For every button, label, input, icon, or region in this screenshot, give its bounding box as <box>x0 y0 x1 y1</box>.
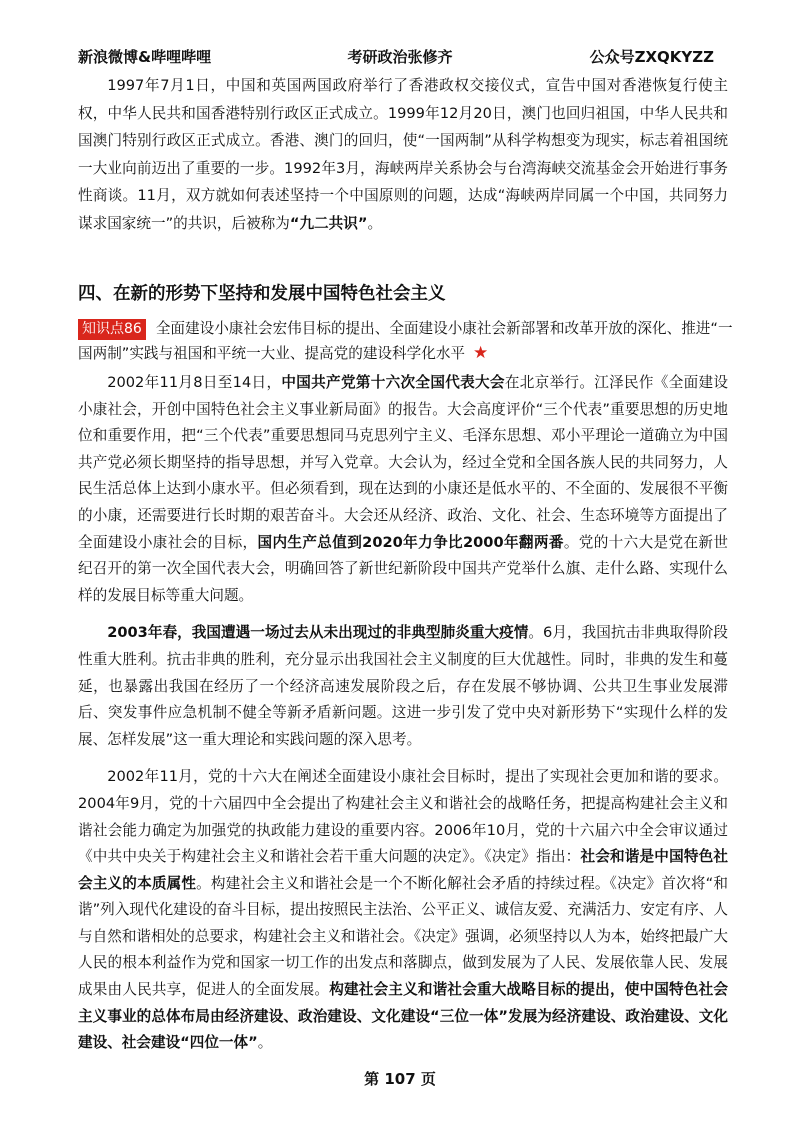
star-icon: ★ <box>473 343 489 363</box>
paragraph-harmonious-society <box>78 764 728 1057</box>
intro-text-2: 。 <box>367 214 383 232</box>
paragraph-16th-congress <box>78 370 728 609</box>
para3-text-3: 。 <box>257 1034 273 1052</box>
intro-paragraph <box>78 72 728 237</box>
para1-bold-2: 国内生产总值到2020年力争比2000年翻两番 <box>257 533 564 551</box>
para1-text-3: 。党的十六大是党在新世纪召开的第一次全国代表大会，明确回答了新世纪新阶段中国共产党举什么旗、走什么路、实现什么样的发展目标等重大问题。 <box>78 533 728 604</box>
para3-bold-1: 社会和谐是中国特色社会主义的本质属性 <box>78 848 728 892</box>
knowledge-point <box>78 316 738 366</box>
knowledge-point-tag: 知识点86 <box>78 319 146 340</box>
para1-bold-1: 中国共产党第十六次全国代表大会 <box>281 374 505 391</box>
intro-bold-1: “九二共识” <box>289 214 368 232</box>
intro-paragraph-block <box>78 72 728 237</box>
section-title: 四、在新的形势下坚持和发展中国特色社会主义 <box>78 284 446 304</box>
intro-text-1: 1997年7月1日，中国和英国两国政府举行了香港政权交接仪式，宣告中国对香港恢复行使主权，中华人民共和国香港特别行政区正式成立。1999年12月20日，澳门也回归祖国，中华人民共和国澳门特别行政区正式成立。香港、澳门的回归，使“一国两制”从科学构想变为现实，标志着祖国统一大业向前迈出了重要的一步。1992年3月，海峡两岸关系协会与台湾海峡交流基金会开始进行事务性商谈。11月，双方就如何表述坚持一个中国原则的问题，达成“海峡两岸同属一个中国，共同努力谋求国家统一”的共识，后被称为 <box>78 77 728 232</box>
page-number: 第 107 页 <box>364 1070 436 1088</box>
para2-text-1: 。6月，我国抗击非典取得阶段性重大胜利。抗击非典的胜利，充分显示出我国社会主义制度的巨大优越性。同时，非典的发生和蔓延，也暴露出我国在经历了一个经济高速发展阶段之后，存在发展不够协调、公共卫生事业发展滞后、突发事件应急机制不健全等新矛盾新问题。这进一步引发了党中央对新形势下“实现什么样的发展、怎样发展”这一重大理论和实践问题的深入思考。 <box>78 624 728 748</box>
para3-bold-2: 构建社会主义和谐社会重大战略目标的提出，使中国特色社会主义事业的总体布局由经济建设、政治建设、文化建设“三位一体”发展为经济建设、政治建设、文化建设、社会建设“四位一体” <box>78 981 728 1052</box>
header-weibo-bilibili: 新浪微博&哔哩哔哩 <box>78 48 212 66</box>
page-header <box>0 46 800 70</box>
header-author: 考研政治张修齐 <box>347 48 453 66</box>
para1-text-2: 在北京举行。江泽民作《全面建设小康社会，开创中国特色社会主义事业新局面》的报告。大会高度评价“三个代表”重要思想的历史地位和重要作用，把“三个代表”重要思想同马克思列宁主义、毛泽东思想、邓小平理论一道确立为中国共产党必须长期坚持的指导思想，并写入党章。大会认为，经过全党和全国各族人民的共同努力，人民生活总体上达到小康水平。但必须看到，现在达到的小康还是低水平的、不全面的、发展很不平衡的小康，还需要进行长时期的艰苦奋斗。大会还从经济、政治、文化、社会、生态环境等方面提出了全面建设小康社会的目标， <box>78 374 728 551</box>
para3-text-2: 。构建社会主义和谐社会是一个不断化解社会矛盾的持续过程。《决定》首次将“和谐”列入现代化建设的奋斗目标，提出按照民主法治、公平正义、诚信友爱、充满活力、安定有序、人与自然和谐相处的总要求，构建社会主义和谐社会。《决定》强调，必须坚持以人为本，始终把最广大人民的根本利益作为党和国家一切工作的出发点和落脚点，做到发展为了人民、发展依靠人民、发展成果由人民共享，促进人的全面发展。 <box>78 874 728 999</box>
para1-text-1: 2002年11月8日至14日， <box>107 374 282 391</box>
paragraph-sars <box>78 620 728 753</box>
para2-bold-1: 2003年春，我国遭遇一场过去从未出现过的非典型肺炎重大疫情 <box>107 624 529 642</box>
para3-text-1: 2002年11月，党的十六大在阐述全面建设小康社会目标时，提出了实现社会更加和谐的要求。2004年9月，党的十六届四中全会提出了构建社会主义和谐社会的战略任务，把提高构建社会主义和谐社会能力确定为加强党的执政能力建设的重要内容。2006年10月，党的十六届六中全会审议通过《中共中央关于构建社会主义和谐社会若干重大问题的决定》。《决定》指出： <box>78 768 728 866</box>
header-wechat-account: 公众号ZXQKYZZ <box>589 48 714 66</box>
main-body <box>78 370 728 1068</box>
knowledge-point-text: 全面建设小康社会宏伟目标的提出、全面建设小康社会新部署和改革开放的深化、推进“一国两制”实践与祖国和平统一大业、提高党的建设科学化水平 <box>78 320 733 362</box>
